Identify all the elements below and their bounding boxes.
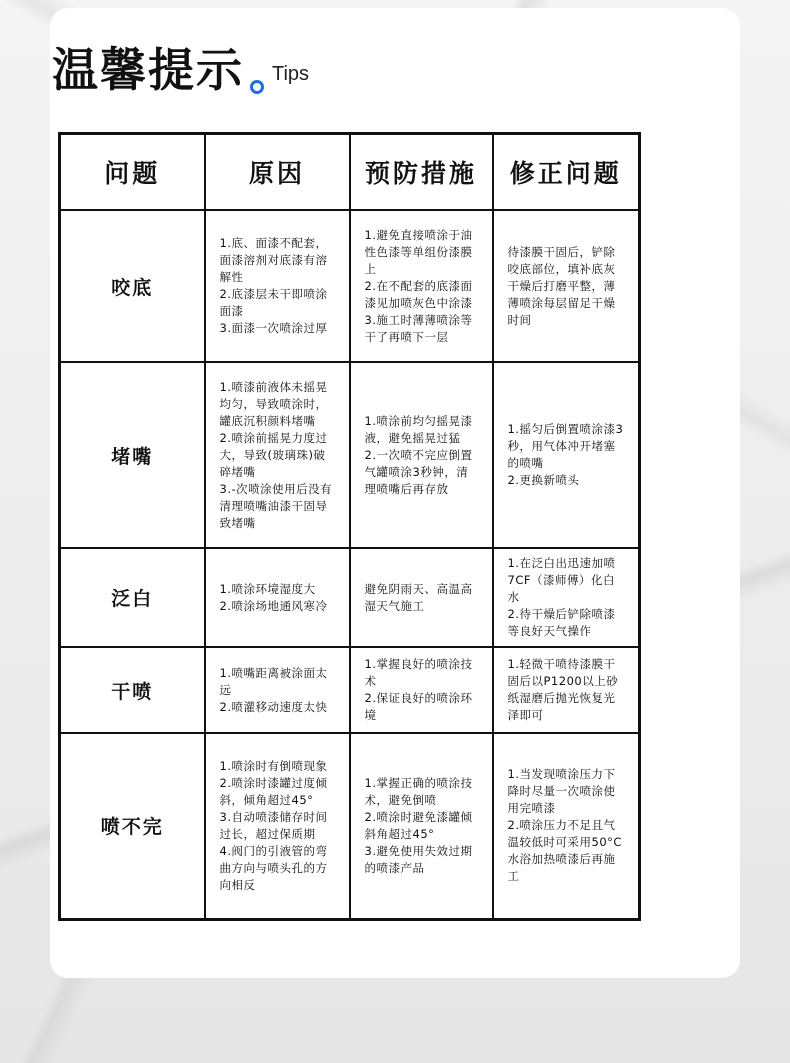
problem-cell: 咬底 bbox=[60, 210, 205, 362]
fix-line: 1.在泛白出迅速加喷7CF（漆师傅）化白水 bbox=[507, 556, 616, 604]
cause-line: 2.喷涂场地通风寒冷 bbox=[219, 598, 328, 613]
page-title: 温馨提示 bbox=[52, 43, 244, 97]
cause-line: 3.-次喷涂使用后没有清理喷嘴油漆干固导致堵嘴 bbox=[219, 481, 333, 530]
prevention-line: 2.一次喷不完应倒置气罐喷涂3秒钟，清理喷嘴后再存放 bbox=[364, 447, 473, 496]
fix-line: 2.更换新喷头 bbox=[507, 473, 580, 487]
cause-cell bbox=[205, 733, 350, 919]
cause-line: 1.喷涂环境湿度大 bbox=[219, 581, 316, 596]
cause-line: 3.自动喷漆储存时间过长，超过保质期 bbox=[219, 809, 328, 841]
table-row bbox=[60, 647, 640, 733]
prevention-cell bbox=[350, 548, 493, 647]
cause-line: 2.喷涂时漆罐过度倾斜，倾角超过45° bbox=[219, 775, 328, 807]
header-prevention: 预防措施 bbox=[350, 134, 493, 211]
tips-text: Tips bbox=[272, 62, 310, 85]
fix-line: 2.待干燥后铲除喷漆等良好天气操作 bbox=[507, 607, 616, 638]
cause-line: 1.喷漆前液体未摇晃均匀，导致喷涂时，罐底沉积颜料堵嘴 bbox=[219, 379, 328, 428]
page-heading bbox=[52, 40, 309, 100]
table-header-row bbox=[60, 134, 640, 211]
prevention-line: 2.在不配套的底漆面漆见加喷灰色中涂漆 bbox=[364, 278, 473, 310]
cause-line: 3.面漆一次喷涂过厚 bbox=[219, 321, 328, 335]
prevention-cell bbox=[350, 362, 493, 548]
prevention-line: 1.掌握正确的喷涂技术，避免倒喷 bbox=[364, 775, 473, 807]
header-problem: 问题 bbox=[60, 134, 205, 211]
fix-cell bbox=[493, 210, 640, 362]
prevention-line: 避免阴雨天、高温高湿天气施工 bbox=[364, 581, 473, 613]
problem-cell: 堵嘴 bbox=[60, 362, 205, 548]
table-row bbox=[60, 733, 640, 919]
cause-line: 1.底、面漆不配套，面漆溶剂对底漆有溶解性 bbox=[219, 236, 328, 284]
prevention-line: 2.保证良好的喷涂环境 bbox=[364, 691, 473, 722]
prevention-line: 1.掌握良好的喷涂技术 bbox=[364, 657, 473, 688]
fix-line: 2.喷涂压力不足且气温较低时可采用50°C水浴加热喷漆后再施工 bbox=[507, 818, 622, 884]
tips-table bbox=[58, 132, 641, 921]
cause-cell bbox=[205, 548, 350, 647]
fix-line: 待漆膜干固后，铲除咬底部位，填补底灰干燥后打磨平整，薄薄喷涂每层留足干燥时间 bbox=[507, 244, 616, 327]
fix-cell bbox=[493, 548, 640, 647]
fix-cell bbox=[493, 733, 640, 919]
cause-line: 1.喷涂时有倒喷现象 bbox=[219, 758, 328, 773]
prevention-cell bbox=[350, 210, 493, 362]
prevention-cell bbox=[350, 647, 493, 733]
cause-line: 2.喷涂前摇晃力度过大，导致(玻璃珠)破碎堵嘴 bbox=[219, 430, 328, 479]
problem-cell: 泛白 bbox=[60, 548, 205, 647]
prevention-line: 1.避免直接喷涂于油性色漆等单组份漆膜上 bbox=[364, 227, 473, 276]
cause-line: 2.底漆层未干即喷涂面漆 bbox=[219, 287, 328, 318]
cause-cell bbox=[205, 647, 350, 733]
prevention-line: 2.喷涂时避免漆罐倾斜角超过45° bbox=[364, 809, 473, 841]
ring-icon bbox=[250, 80, 264, 94]
tips-label bbox=[250, 60, 309, 94]
prevention-cell bbox=[350, 733, 493, 919]
cause-line: 4.阀门的引液管的弯曲方向与喷头孔的方向相反 bbox=[219, 843, 328, 892]
table-row bbox=[60, 362, 640, 548]
fix-line: 1.当发现喷涂压力下降时尽量一次喷涂使用完喷漆 bbox=[507, 767, 616, 816]
table-row bbox=[60, 548, 640, 647]
cause-cell bbox=[205, 362, 350, 548]
cause-line: 1.喷嘴距离被涂面太远 bbox=[219, 665, 328, 697]
cause-line: 2.喷灌移动速度太快 bbox=[219, 699, 328, 714]
prevention-line: 1.喷涂前均匀摇晃漆液，避免摇晃过猛 bbox=[364, 413, 473, 445]
fix-cell bbox=[493, 362, 640, 548]
problem-cell: 喷不完 bbox=[60, 733, 205, 919]
cause-cell bbox=[205, 210, 350, 362]
problem-cell: 干喷 bbox=[60, 647, 205, 733]
fix-cell bbox=[493, 647, 640, 733]
prevention-line: 3.避免使用失效过期的喷漆产品 bbox=[364, 843, 473, 875]
fix-line: 1.摇匀后倒置喷涂漆3秒，用气体冲开堵塞的喷嘴 bbox=[507, 422, 624, 470]
header-cause: 原因 bbox=[205, 134, 350, 211]
prevention-line: 3.施工时薄薄喷涂等干了再喷下一层 bbox=[364, 312, 473, 344]
fix-line: 1.轻微干喷待漆膜干固后以P1200以上砂纸湿磨后抛光恢复光泽即可 bbox=[507, 657, 619, 722]
header-fix: 修正问题 bbox=[493, 134, 640, 211]
table-row bbox=[60, 210, 640, 362]
